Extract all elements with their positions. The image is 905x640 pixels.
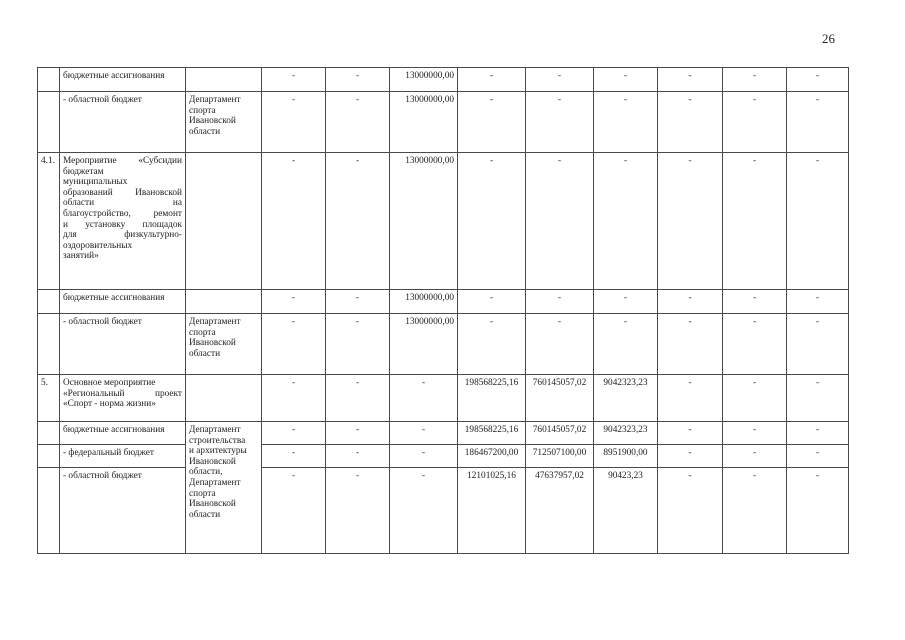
item-name-cell [60,445,186,468]
amount-cell: - [723,290,787,314]
item-name-cell [60,468,186,554]
amount-cell: - [787,422,849,445]
amount-cell: - [458,153,526,290]
row-number-cell [38,314,60,375]
executor-line: спорта [189,488,216,499]
row-number-cell [38,92,60,153]
amount-cell: - [658,290,723,314]
amount-cell: 13000000,00 [390,92,458,153]
executor-cell [186,68,262,92]
executor-line: области [189,126,221,137]
amount-cell: 198568225,16 [458,375,526,422]
item-name-line: благоустройство, ремонт [63,208,182,219]
amount-cell: - [390,445,458,468]
amount-cell: - [787,290,849,314]
amount-cell: - [262,153,326,290]
executor-line: области, [189,467,223,478]
executor-line: Ивановской [189,338,236,349]
table-row [38,445,849,468]
item-name-line: - областной бюджет [63,471,142,481]
amount-cell: - [594,92,658,153]
executor-line: области [189,509,221,520]
amount-cell: - [262,290,326,314]
budget-table-body [38,68,849,554]
item-name-line: бюджетные ассигнования [63,425,165,435]
executor-cell [186,422,262,554]
executor-line: Департамент [189,95,241,105]
amount-cell: - [787,92,849,153]
amount-cell: - [326,468,390,554]
amount-cell: - [787,314,849,375]
amount-cell: - [390,422,458,445]
page-number: 26 [822,31,835,46]
amount-cell: - [723,375,787,422]
executor-line: Департамент [189,477,241,488]
amount-cell: 198568225,16 [458,422,526,445]
executor-line: Департамент [189,317,241,327]
amount-cell: - [723,468,787,554]
table-row [38,68,849,92]
amount-cell: - [526,314,594,375]
item-name-line: Основное мероприятие [63,378,156,388]
item-name-cell [60,68,186,92]
item-name-line: занятий» [63,251,99,262]
amount-cell: 47637957,02 [526,468,594,554]
item-name-line: бюджетные ассигнования [63,71,165,81]
item-name-line: муниципальных [63,177,128,188]
amount-cell: - [326,445,390,468]
amount-cell: 9042323,23 [594,422,658,445]
amount-cell: 712507100,00 [526,445,594,468]
amount-cell: - [787,375,849,422]
executor-cell [186,92,262,153]
table-row [38,92,849,153]
table-row [38,314,849,375]
item-name-line: оздоровительных [63,240,133,251]
amount-cell: - [526,92,594,153]
amount-cell: - [526,68,594,92]
item-name-cell [60,314,186,375]
amount-cell: - [658,153,723,290]
amount-cell: - [390,468,458,554]
executor-cell [186,375,262,422]
amount-cell: 13000000,00 [390,68,458,92]
amount-cell: - [458,92,526,153]
item-name-line: образований Ивановской [63,187,182,198]
item-name-line: бюджетам [63,166,104,177]
item-name-line: «Региональный проект [63,388,182,399]
amount-cell: - [723,68,787,92]
amount-cell: - [723,92,787,153]
amount-cell: - [594,314,658,375]
item-name-cell [60,153,186,290]
amount-cell: - [723,445,787,468]
amount-cell: - [658,92,723,153]
table-row [38,468,849,554]
table-row [38,422,849,445]
amount-cell: - [787,68,849,92]
amount-cell: - [658,422,723,445]
amount-cell: - [594,68,658,92]
executor-line: спорта [189,327,216,338]
amount-cell: - [458,314,526,375]
amount-cell: - [326,68,390,92]
amount-cell: 760145057,02 [526,375,594,422]
amount-cell: - [262,92,326,153]
item-name-line: «Спорт - норма жизни» [63,399,156,410]
amount-cell: - [526,290,594,314]
executor-line: Ивановской [189,116,236,127]
executor-line: строительства [189,435,246,446]
amount-cell: - [458,290,526,314]
item-name-cell [60,375,186,422]
executor-line: Ивановской [189,499,236,510]
amount-cell: - [262,375,326,422]
item-name-line: - областной бюджет [63,317,142,327]
amount-cell: - [723,314,787,375]
amount-cell: 13000000,00 [390,314,458,375]
amount-cell: - [658,314,723,375]
row-number-cell [38,445,60,468]
amount-cell: 760145057,02 [526,422,594,445]
amount-cell: - [262,468,326,554]
table-row [38,375,849,422]
amount-cell: - [390,375,458,422]
amount-cell: 12101025,16 [458,468,526,554]
amount-cell: - [787,445,849,468]
item-name-line: Мероприятие «Субсидии [63,156,182,166]
executor-line: Ивановской [189,456,236,467]
amount-cell: - [262,68,326,92]
executor-cell [186,314,262,375]
row-number-cell [38,68,60,92]
executor-cell [186,290,262,314]
row-number-cell: 5. [38,375,60,422]
amount-cell: - [723,153,787,290]
row-number-cell [38,468,60,554]
item-name-line: области на [63,198,182,209]
executor-line: и архитектуры [189,446,247,457]
amount-cell: - [326,314,390,375]
item-name-line: и установку площадок [63,219,182,230]
budget-table [37,67,849,554]
amount-cell: - [658,468,723,554]
amount-cell: - [723,422,787,445]
amount-cell: 13000000,00 [390,153,458,290]
amount-cell: 13000000,00 [390,290,458,314]
item-name-line: для физкультурно- [63,230,182,241]
item-name-cell [60,92,186,153]
amount-cell: - [326,375,390,422]
amount-cell: 9042323,23 [594,375,658,422]
item-name-line: - областной бюджет [63,95,142,105]
item-name-line: - федеральный бюджет [63,448,154,458]
amount-cell: - [658,68,723,92]
amount-cell: - [594,153,658,290]
amount-cell: - [326,290,390,314]
amount-cell: - [526,153,594,290]
amount-cell: - [262,445,326,468]
amount-cell: - [262,422,326,445]
amount-cell: 90423,23 [594,468,658,554]
row-number-cell: 4.1. [38,153,60,290]
row-number-cell [38,422,60,445]
executor-line: спорта [189,105,216,116]
amount-cell: - [658,445,723,468]
row-number-cell [38,290,60,314]
item-name-cell [60,290,186,314]
amount-cell: 186467200,00 [458,445,526,468]
table-row [38,290,849,314]
executor-line: Департамент [189,425,241,435]
table-row [38,153,849,290]
amount-cell: - [787,153,849,290]
amount-cell: - [326,153,390,290]
amount-cell: - [262,314,326,375]
amount-cell: - [458,68,526,92]
item-name-line: бюджетные ассигнования [63,293,165,303]
amount-cell: 8951900,00 [594,445,658,468]
amount-cell: - [594,290,658,314]
executor-cell [186,153,262,290]
amount-cell: - [658,375,723,422]
executor-line: области [189,348,221,359]
amount-cell: - [326,92,390,153]
amount-cell: - [787,468,849,554]
amount-cell: - [326,422,390,445]
item-name-cell [60,422,186,445]
